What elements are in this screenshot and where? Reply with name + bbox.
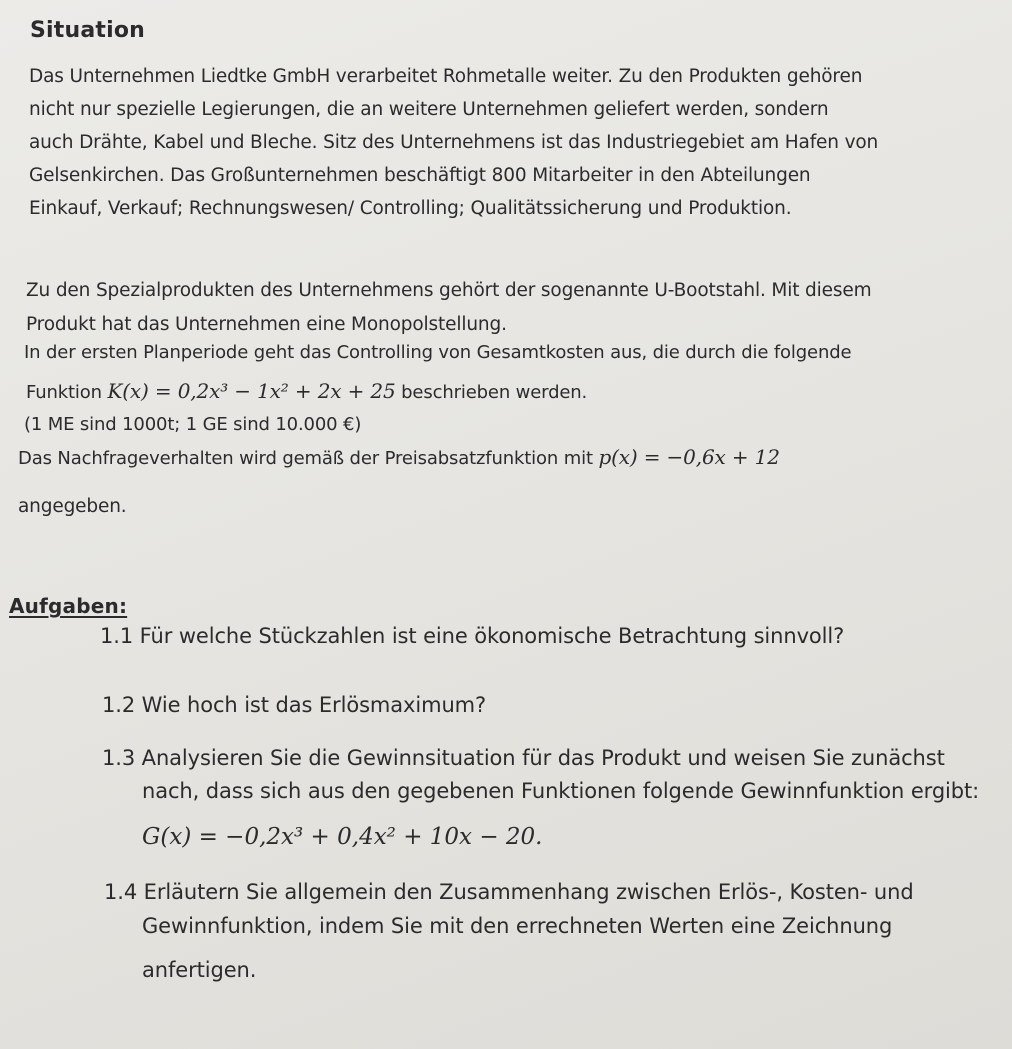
situation-line: In der ersten Planperiode geht das Controlling von Gesamtkosten aus, die durch die folgende [24,342,852,363]
task-1-4-line3: anfertigen. [142,958,257,982]
situation-line: nicht nur spezielle Legierungen, die an weitere Unternehmen geliefert werden, sondern [29,99,829,120]
tasks-heading: Aufgaben: [9,594,128,618]
situation-line: Zu den Spezialprodukten des Unternehmens gehört der sogenannte U-Bootstahl. Mit diesem [26,280,872,301]
task-1-4-line2: Gewinnfunktion, indem Sie mit den errechneten Werten eine Zeichnung [142,914,893,938]
demand-suffix: angegeben. [18,496,127,517]
units-note: (1 ME sind 1000t; 1 GE sind 10.000 €) [24,414,362,435]
task-1-1: 1.1 Für welche Stückzahlen ist eine ökonomische Betrachtung sinnvoll? [100,624,845,648]
situation-line: auch Drähte, Kabel und Bleche. Sitz des Unternehmens ist das Industriegebiet am Hafen von [29,132,879,153]
situation-heading: Situation [30,18,146,43]
cost-formula: K(x) = 0,2x³ − 1x² + 2x + 25 [107,379,396,403]
cost-prefix: Funktion [26,382,102,403]
demand-formula: p(x) = −0,6x + 12 [598,445,780,469]
demand-prefix: Das Nachfrageverhalten wird gemäß der Preisabsatzfunktion mit [18,448,593,469]
profit-formula: G(x) = −0,2x³ + 0,4x² + 10x − 20. [142,824,543,850]
demand-function-line [18,445,780,469]
task-1-3-line2: nach, dass sich aus den gegebenen Funktionen folgende Gewinnfunktion ergibt: [142,779,980,803]
task-1-3-line1: 1.3 Analysieren Sie die Gewinnsituation für das Produkt und weisen Sie zunächst [102,746,945,770]
task-1-2: 1.2 Wie hoch ist das Erlösmaximum? [102,693,487,717]
situation-line: Das Unternehmen Liedtke GmbH verarbeitet Rohmetalle weiter. Zu den Produkten gehören [29,66,863,87]
situation-line: Gelsenkirchen. Das Großunternehmen beschäftigt 800 Mitarbeiter in den Abteilungen [29,165,811,186]
cost-function-line [26,379,587,403]
task-1-4-line1: 1.4 Erläutern Sie allgemein den Zusammenhang zwischen Erlös-, Kosten- und [104,880,914,904]
situation-line: Produkt hat das Unternehmen eine Monopolstellung. [26,314,507,335]
situation-line: Einkauf, Verkauf; Rechnungswesen/ Controlling; Qualitätssicherung und Produktion. [29,198,792,219]
cost-suffix: beschrieben werden. [401,382,588,403]
